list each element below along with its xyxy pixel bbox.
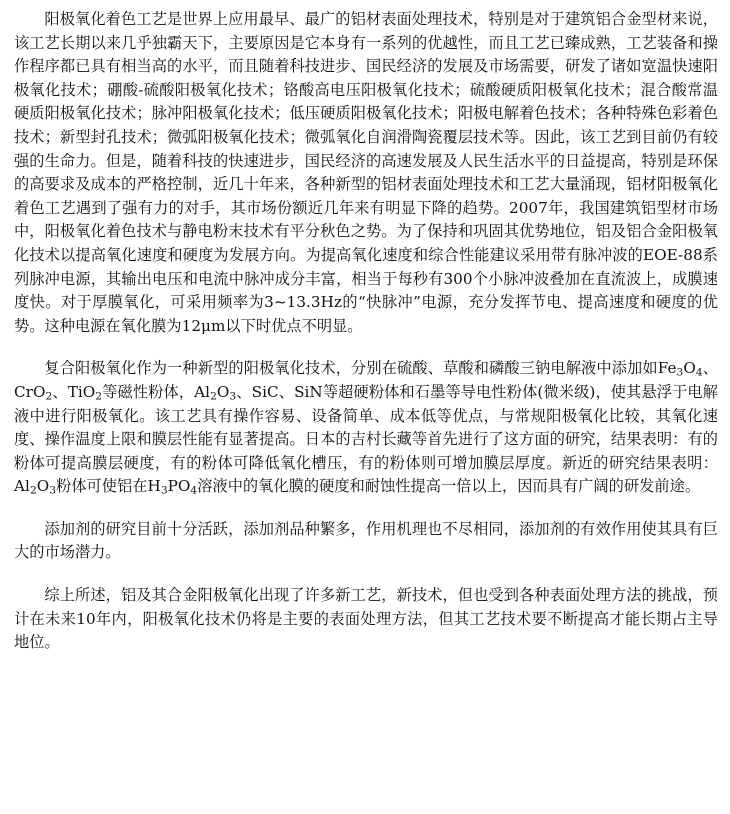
- text-run: O: [36, 477, 50, 496]
- subscript: 2: [29, 483, 37, 497]
- subscript: 4: [190, 483, 198, 497]
- text-run: 、TiO: [52, 382, 96, 401]
- paragraph-1: 阳极氧化着色工艺是世界上应用最早、最广的铝材表面处理技术，特别是对于建筑铝合金型材来说，该工艺长期以来几乎独霸天下，主要原因是它本身有一系列的优越性，而且工艺已臻成熟，工艺装备和操作程序都已具有相当高的水平，而且随着科技进步、国民经济的发展及市场需要，研发了诸如宽温快速阳极氧化技术；硼酸-硫酸阳极氧化技术；铬酸高电压阳极氧化技术；硫酸硬质阳极氧化技术；混合酸常温硬质阳极氧化技术；脉冲阳极氧化技术；低压硬质阳极氧化技术；阳极电解着色技术；各种特殊色彩着色技术；新型封孔技术；微弧阳极氧化技术；微弧氧化自润滑陶瓷覆层技术等。因此，该工艺到目前仍有较强的生命力。但是，随着科技的快速进步，国民经济的高速发展及人民生活水平的日益提高，特别是环保的高要求及成本的严格控制，近几十年来，各种新型的铝材表面处理技术和工艺大量涌现，铝材阳极氧化着色工艺遇到了强有力的对手，其市场份额近几年来有明显下降的趋势。2007年，我国建筑铝型材市场中，阳极氧化着色技术与静电粉末技术有平分秋色之势。为了保持和巩固其优势地位，铝及铝合金阳极氧化技术以提高氧化速度和硬度为发展方向。为提高氧化速度和综合性能建议采用带有脉冲波的EOE-88系列脉冲电源，其输出电压和电流中脉冲成分丰富，相当于每秒有300个小脉冲波叠加在直流波上，成膜速度快。对于厚膜氧化，可采用频率为3~13.3Hz的“快脉冲”电源，充分发挥节电、提高速度和硬度的优势。这种电源在氧化膜为12μm以下时优点不明显。: [14, 10, 718, 335]
- text-run: 复合阳极氧化作为一种新型的阳极氧化技术，分别在硫酸、草酸和磷酸三钠电解液中添加如Fe: [44, 359, 677, 378]
- subscript: 2: [210, 389, 217, 403]
- document-page: [14, 8, 718, 674]
- text-run: 、CrO: [14, 359, 718, 401]
- text-run: O: [216, 382, 230, 401]
- subscript: 3: [49, 483, 57, 497]
- subscript: 3: [229, 389, 237, 403]
- subscript: 3: [676, 365, 684, 379]
- paragraph-2: [14, 357, 718, 499]
- paragraph-3: 添加剂的研究目前十分活跃，添加剂品种繁多，作用机理也不尽相同，添加剂的有效作用使其具有巨大的市场潜力。: [14, 519, 718, 562]
- paragraph-4: 综上所述，铝及其合金阳极氧化出现了许多新工艺，新技术，但也受到各种表面处理方法的挑战，预计在未来10年内，阳极氧化技术仍将是主要的表面处理方法，但其工艺技术要不断提高才能长期占主导地位。: [14, 586, 718, 652]
- text-run: O: [683, 359, 696, 378]
- subscript: 2: [95, 389, 103, 403]
- text-run: 、SiC、SiN等超硬粉体和石墨等导电性粉体(微米级)，使其悬浮于电解液中进行阳极氧化。该工艺具有操作容易、设备简单、成本低等优点，与常规阳极氧化比较，其氧化速度、操作温度上限和膜层性能有显著提高。日本的吉村长藏等首先进行了这方面的研究，结果表明：有的粉体可提高膜层硬度，有的粉体可降低氧化槽压，有的粉体则可增加膜层厚度。新近的研究结果表明：Al: [14, 382, 718, 496]
- text-run: 等磁性粉体，Al: [102, 382, 211, 401]
- text-run: 溶液中的氧化膜的硬度和耐蚀性提高一倍以上，因而具有广阔的研发前途。: [197, 477, 701, 496]
- text-run: PO: [167, 477, 191, 496]
- text-run: 粉体可使铝在H: [56, 477, 161, 496]
- subscript: 3: [160, 483, 168, 497]
- subscript: 4: [695, 365, 703, 379]
- subscript: 2: [45, 389, 53, 403]
